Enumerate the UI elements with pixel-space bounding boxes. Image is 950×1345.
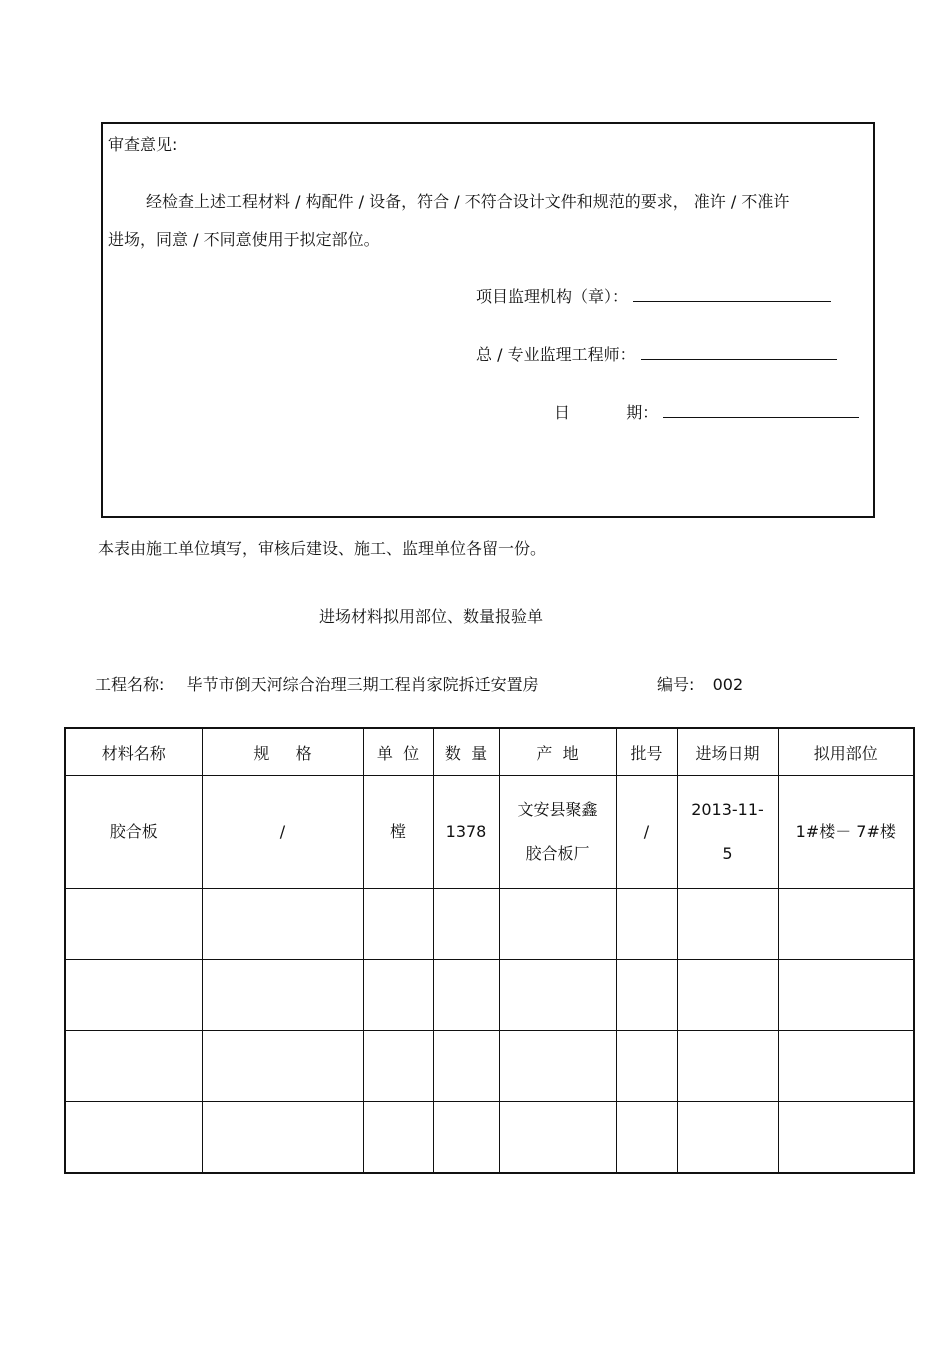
review-section [101,122,875,518]
empty-cell [202,960,363,1031]
empty-cell [778,960,914,1031]
empty-cell [433,1031,499,1102]
materials-table [64,727,915,1174]
header-unit: 单 位 [363,728,433,776]
empty-cell [499,1102,616,1174]
form-title: 进场材料拟用部位、数量报验单 [319,607,544,626]
header-spec: 规 格 [202,728,363,776]
engineer-signature-line [641,345,837,360]
empty-cell [499,960,616,1031]
cell-entry-date [677,776,778,889]
table-row [65,1031,914,1102]
engineer-label: 总 / 专业监理工程师： [476,345,636,364]
empty-cell [433,889,499,960]
empty-cell [363,1102,433,1174]
empty-cell [65,889,202,960]
empty-cell [778,1102,914,1174]
empty-cell [677,960,778,1031]
empty-cell [616,1102,677,1174]
supervision-org-row [476,284,831,307]
empty-cell [433,1102,499,1174]
empty-cell [65,1102,202,1174]
cell-origin-line-2: 胶合板厂 [525,844,590,863]
form-note: 本表由施工单位填写，审核后建设、施工、监理单位各留一份。 [98,539,547,558]
form-number-value: 002 [712,675,744,694]
header-batch: 批号 [616,728,677,776]
empty-cell [677,1031,778,1102]
cell-planned-location: 1#楼－ 7#楼 [778,776,914,889]
table-row [65,889,914,960]
cell-batch: / [616,776,677,889]
form-number-row [657,672,743,695]
empty-cell [202,1031,363,1102]
engineer-row [476,342,837,365]
review-date-line [663,403,859,418]
review-heading: 审查意见: [108,135,178,154]
empty-cell [616,1031,677,1102]
review-date-label-1: 日 [554,403,571,422]
review-paragraph-line-2: 进场，同意 / 不同意使用于拟定部位。 [108,230,380,249]
empty-cell [616,960,677,1031]
cell-spec: / [202,776,363,889]
supervision-org-label: 项目监理机构（章）： [476,287,629,306]
empty-cell [202,1102,363,1174]
project-name-value: 毕节市倒天河综合治理三期工程肖家院拆迁安置房 [186,675,539,694]
supervision-org-signature-line [633,287,831,302]
table-row [65,1102,914,1174]
header-planned-location: 拟用部位 [778,728,914,776]
table-header-row [65,728,914,776]
cell-quantity: 1378 [433,776,499,889]
empty-cell [433,960,499,1031]
empty-cell [202,889,363,960]
header-entry-date: 进场日期 [677,728,778,776]
empty-cell [616,889,677,960]
empty-cell [778,889,914,960]
cell-origin [499,776,616,889]
empty-cell [363,960,433,1031]
header-origin: 产 地 [499,728,616,776]
cell-origin-line-1: 文安县聚鑫 [517,800,598,819]
header-quantity: 数 量 [433,728,499,776]
empty-cell [363,1031,433,1102]
header-material-name: 材料名称 [65,728,202,776]
empty-cell [677,1102,778,1174]
cell-material-name: 胶合板 [65,776,202,889]
empty-cell [363,889,433,960]
project-name-row [95,672,539,695]
review-date-label-2: 期： [626,403,659,422]
empty-cell [65,1031,202,1102]
form-number-label: 编号: [657,675,695,694]
review-paragraph-line-1: 经检查上述工程材料 / 构配件 / 设备，符合 / 不符合设计文件和规范的要求， 准许 / 不准许 [146,192,790,211]
review-date-row [554,400,859,423]
empty-cell [499,889,616,960]
empty-cell [499,1031,616,1102]
table-row [65,960,914,1031]
table-row [65,776,914,889]
empty-cell [65,960,202,1031]
cell-unit: 樘 [363,776,433,889]
project-name-label: 工程名称: [95,675,165,694]
cell-entry-date-line-2: 5 [722,844,733,863]
empty-cell [677,889,778,960]
empty-cell [778,1031,914,1102]
cell-entry-date-line-1: 2013-11- [691,800,764,819]
